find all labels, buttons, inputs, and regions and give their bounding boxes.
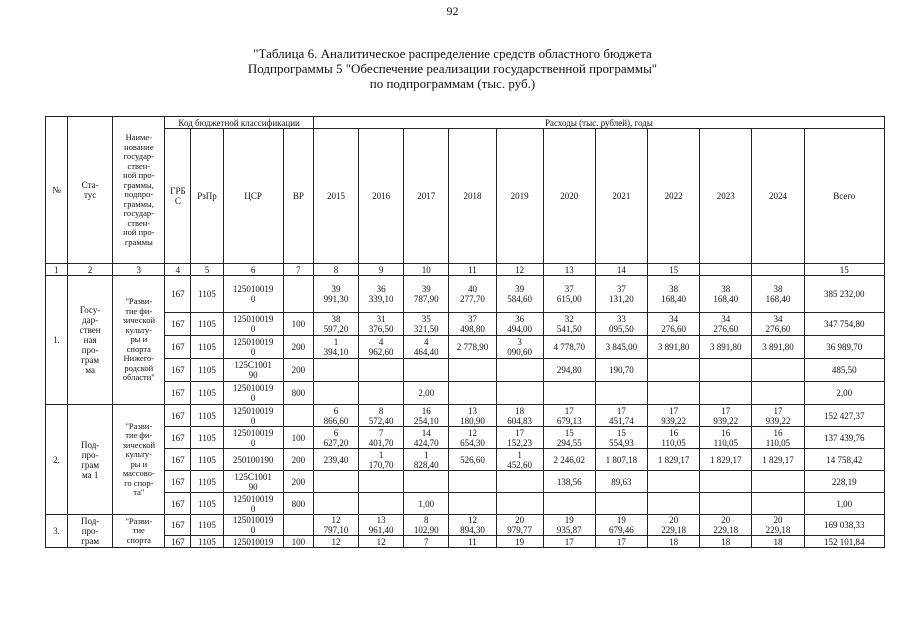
cell-year-2018: 526,60	[449, 449, 496, 471]
cell-year-2016	[359, 359, 404, 382]
cell-year-2020: 138,56	[543, 471, 595, 493]
table-row	[46, 336, 885, 359]
cell-year-2015: 1 394,10	[313, 336, 358, 359]
cell-rzpr: 1105	[191, 515, 223, 536]
header-grbs: ГРБ С	[165, 129, 191, 264]
cell-year-2022	[648, 382, 700, 405]
cell-year-2016	[359, 382, 404, 405]
cell-year-2017	[404, 359, 449, 382]
cell-year-2021	[595, 382, 647, 405]
header-name: Наиме- нование государ- ствен- ной про- граммы, подпро- граммы, государ- ствен- ной про- граммы	[113, 117, 165, 264]
cell-year-2015: 239,40	[313, 449, 358, 471]
header-row-groups	[46, 117, 885, 129]
column-number-row	[46, 264, 885, 276]
cell-year-2017: 7	[404, 536, 449, 548]
page-number: 92	[446, 4, 459, 18]
cell-year-2022	[648, 471, 700, 493]
cell-year-2019	[496, 382, 543, 405]
cell-grbs: 167	[165, 382, 191, 405]
cell-year-2020: 17 679,13	[543, 405, 595, 427]
cell-year-2016: 12	[359, 536, 404, 548]
cell-year-2015: 12 797,10	[313, 515, 358, 536]
cell-year-2024: 17 939,22	[752, 405, 804, 427]
header-year-2016: 2016	[359, 129, 404, 264]
cell-year-2021	[595, 493, 647, 515]
cell-csr: 125010019 0	[223, 382, 283, 405]
column-number	[700, 264, 752, 276]
table-row	[46, 313, 885, 336]
cell-year-2016: 1 170,70	[359, 449, 404, 471]
cell-rzpr: 1105	[191, 405, 223, 427]
cell-year-2018	[449, 471, 496, 493]
header-year-2023: 2023	[700, 129, 752, 264]
cell-year-2022: 17 939,22	[648, 405, 700, 427]
column-number: 9	[359, 264, 404, 276]
cell-grbs: 167	[165, 359, 191, 382]
column-number: 10	[404, 264, 449, 276]
cell-year-2021: 3 845,00	[595, 336, 647, 359]
table-row	[46, 493, 885, 515]
cell-year-2016: 31 376,50	[359, 313, 404, 336]
table-title	[0, 46, 905, 91]
cell-year-2020	[543, 493, 595, 515]
cell-year-2022: 16 110,05	[648, 427, 700, 449]
title-line-1: "Таблица 6. Аналитическое распределение средств областного бюджета	[253, 46, 652, 61]
header-year-2015: 2015	[313, 129, 358, 264]
table-row	[46, 405, 885, 427]
cell-year-2015	[313, 359, 358, 382]
header-status: Ста- тус	[68, 117, 113, 264]
header-year-2018: 2018	[449, 129, 496, 264]
cell-csr: 125С1001 90	[223, 471, 283, 493]
cell-year-2023: 18	[700, 536, 752, 548]
cell-rzpr: 1105	[191, 276, 223, 313]
cell-rzpr: 1105	[191, 313, 223, 336]
cell-year-2021: 190,70	[595, 359, 647, 382]
cell-year-2021: 17	[595, 536, 647, 548]
table-row	[46, 515, 885, 536]
cell-grbs: 167	[165, 276, 191, 313]
cell-year-2022	[648, 493, 700, 515]
cell-year-2021: 15 554,93	[595, 427, 647, 449]
cell-year-2015: 6 866,60	[313, 405, 358, 427]
title-line-2: Подпрограммы 5 "Обеспечение реализации государственной программы"	[247, 61, 658, 76]
cell-grbs: 167	[165, 536, 191, 548]
row-status: Под- про- грам	[68, 515, 113, 548]
cell-csr: 125С1001 90	[223, 359, 283, 382]
cell-vr: 100	[283, 313, 313, 336]
cell-year-2023: 16 110,05	[700, 427, 752, 449]
row-program-name: "Разви- тие спорта	[113, 515, 165, 548]
cell-year-2023: 20 229,18	[700, 515, 752, 536]
cell-year-2023: 17 939,22	[700, 405, 752, 427]
cell-grbs: 167	[165, 313, 191, 336]
cell-year-2024	[752, 493, 804, 515]
cell-year-2021: 37 131,20	[595, 276, 647, 313]
cell-vr: 200	[283, 336, 313, 359]
cell-year-2017: 8 102,90	[404, 515, 449, 536]
cell-vr: 200	[283, 359, 313, 382]
cell-year-2024: 38 168,40	[752, 276, 804, 313]
column-number: 7	[283, 264, 313, 276]
cell-year-2017: 2,00	[404, 382, 449, 405]
cell-year-2020: 2 246,02	[543, 449, 595, 471]
cell-vr: 100	[283, 427, 313, 449]
cell-year-2020	[543, 382, 595, 405]
header-total: Всего	[804, 129, 884, 264]
row-program-name: "Разви- тие фи- зической культу- ры и массово- го спор- та"	[113, 405, 165, 515]
column-number: 6	[223, 264, 283, 276]
cell-total: 2,00	[804, 382, 884, 405]
cell-year-2022: 38 168,40	[648, 276, 700, 313]
cell-year-2016: 8 572,40	[359, 405, 404, 427]
cell-year-2018: 40 277,70	[449, 276, 496, 313]
cell-csr: 125010019 0	[223, 427, 283, 449]
cell-year-2016	[359, 493, 404, 515]
cell-vr	[283, 515, 313, 536]
cell-total: 485,50	[804, 359, 884, 382]
cell-year-2022: 3 891,80	[648, 336, 700, 359]
cell-rzpr: 1105	[191, 359, 223, 382]
cell-year-2024: 16 110,05	[752, 427, 804, 449]
cell-year-2023	[700, 359, 752, 382]
cell-year-2020: 17	[543, 536, 595, 548]
cell-csr: 125010019 0	[223, 493, 283, 515]
cell-vr	[283, 405, 313, 427]
header-year-2020: 2020	[543, 129, 595, 264]
cell-year-2024: 34 276,60	[752, 313, 804, 336]
cell-year-2024: 3 891,80	[752, 336, 804, 359]
cell-year-2023: 1 829,17	[700, 449, 752, 471]
table-row	[46, 471, 885, 493]
cell-year-2020: 37 615,00	[543, 276, 595, 313]
cell-year-2017: 16 254,10	[404, 405, 449, 427]
cell-year-2015	[313, 382, 358, 405]
cell-total: 347 754,80	[804, 313, 884, 336]
cell-vr: 800	[283, 382, 313, 405]
cell-year-2019	[496, 471, 543, 493]
column-number: 4	[165, 264, 191, 276]
cell-year-2020: 19 935,87	[543, 515, 595, 536]
cell-total: 152 101,84	[804, 536, 884, 548]
cell-vr	[283, 276, 313, 313]
cell-rzpr: 1105	[191, 536, 223, 548]
title-line-3: по подпрограммам (тыс. руб.)	[369, 76, 536, 91]
row-number: 2.	[46, 405, 68, 515]
header-year-2017: 2017	[404, 129, 449, 264]
cell-vr: 800	[283, 493, 313, 515]
cell-year-2017: 39 787,90	[404, 276, 449, 313]
cell-year-2024: 20 229,18	[752, 515, 804, 536]
cell-year-2022: 1 829,17	[648, 449, 700, 471]
cell-year-2015: 12	[313, 536, 358, 548]
cell-csr: 125010019 0	[223, 515, 283, 536]
cell-year-2019	[496, 359, 543, 382]
cell-year-2021: 19 679,46	[595, 515, 647, 536]
header-num: №	[46, 117, 68, 264]
cell-year-2018: 12 654,30	[449, 427, 496, 449]
cell-total: 152 427,37	[804, 405, 884, 427]
table-body	[46, 117, 885, 548]
header-year-2022: 2022	[648, 129, 700, 264]
cell-grbs: 167	[165, 493, 191, 515]
column-number: 2	[68, 264, 113, 276]
cell-vr: 200	[283, 471, 313, 493]
cell-year-2017: 14 424,70	[404, 427, 449, 449]
cell-year-2022: 18	[648, 536, 700, 548]
table-row	[46, 449, 885, 471]
cell-year-2018	[449, 382, 496, 405]
cell-year-2017	[404, 471, 449, 493]
cell-year-2021: 33 095,50	[595, 313, 647, 336]
cell-year-2019	[496, 493, 543, 515]
cell-year-2019: 18 604,83	[496, 405, 543, 427]
cell-year-2024: 18	[752, 536, 804, 548]
cell-csr: 125010019 0	[223, 405, 283, 427]
cell-year-2021: 89,63	[595, 471, 647, 493]
header-row-columns	[46, 129, 885, 264]
cell-year-2022: 20 229,18	[648, 515, 700, 536]
row-status: Под- про- грам ма 1	[68, 405, 113, 515]
cell-rzpr: 1105	[191, 471, 223, 493]
cell-year-2016	[359, 471, 404, 493]
column-number: 8	[313, 264, 358, 276]
cell-total: 14 758,42	[804, 449, 884, 471]
cell-year-2020: 32 541,50	[543, 313, 595, 336]
cell-grbs: 167	[165, 471, 191, 493]
header-vr: ВР	[283, 129, 313, 264]
header-year-2024: 2024	[752, 129, 804, 264]
cell-year-2023: 38 168,40	[700, 276, 752, 313]
cell-rzpr: 1105	[191, 336, 223, 359]
row-status: Госу- дар- ствен ная про- грам ма	[68, 276, 113, 405]
cell-year-2024: 1 829,17	[752, 449, 804, 471]
cell-year-2017: 1,00	[404, 493, 449, 515]
cell-year-2016: 7 401,70	[359, 427, 404, 449]
cell-csr: 125010019 0	[223, 336, 283, 359]
cell-rzpr: 1105	[191, 449, 223, 471]
cell-year-2020: 294,80	[543, 359, 595, 382]
cell-year-2018: 37 498,80	[449, 313, 496, 336]
cell-year-2018: 12 894,30	[449, 515, 496, 536]
cell-year-2017: 4 464,40	[404, 336, 449, 359]
cell-year-2022: 34 276,60	[648, 313, 700, 336]
cell-total: 228,19	[804, 471, 884, 493]
row-number: 1.	[46, 276, 68, 405]
cell-rzpr: 1105	[191, 493, 223, 515]
cell-year-2019: 36 494,00	[496, 313, 543, 336]
cell-year-2015: 38 597,20	[313, 313, 358, 336]
row-number: 3.	[46, 515, 68, 548]
cell-year-2019: 39 584,60	[496, 276, 543, 313]
column-number: 11	[449, 264, 496, 276]
cell-year-2020: 15 294,55	[543, 427, 595, 449]
header-csr: ЦСР	[223, 129, 283, 264]
header-expenses-group: Расходы (тыс. рублей), годы	[313, 117, 884, 129]
table-row	[46, 536, 885, 548]
cell-year-2022	[648, 359, 700, 382]
header-rzpr: РзПр	[191, 129, 223, 264]
cell-total: 385 232,00	[804, 276, 884, 313]
cell-grbs: 167	[165, 449, 191, 471]
column-number: 12	[496, 264, 543, 276]
header-year-2021: 2021	[595, 129, 647, 264]
cell-year-2018	[449, 359, 496, 382]
column-number: 1	[46, 264, 68, 276]
cell-year-2016: 36 339,10	[359, 276, 404, 313]
cell-year-2023: 34 276,60	[700, 313, 752, 336]
cell-year-2015: 6 627,20	[313, 427, 358, 449]
cell-year-2018: 2 778,90	[449, 336, 496, 359]
table-row	[46, 359, 885, 382]
cell-year-2019: 1 452,60	[496, 449, 543, 471]
cell-rzpr: 1105	[191, 427, 223, 449]
column-number: 15	[804, 264, 884, 276]
cell-year-2021: 1 807,18	[595, 449, 647, 471]
cell-year-2023	[700, 493, 752, 515]
cell-year-2024	[752, 471, 804, 493]
cell-year-2017: 1 828,40	[404, 449, 449, 471]
cell-rzpr: 1105	[191, 382, 223, 405]
cell-year-2021: 17 451,74	[595, 405, 647, 427]
column-number: 3	[113, 264, 165, 276]
table-row	[46, 427, 885, 449]
column-number	[752, 264, 804, 276]
cell-csr: 125010019	[223, 536, 283, 548]
header-year-2019: 2019	[496, 129, 543, 264]
cell-vr: 200	[283, 449, 313, 471]
cell-year-2019: 3 090,60	[496, 336, 543, 359]
cell-csr: 125010019 0	[223, 276, 283, 313]
cell-grbs: 167	[165, 427, 191, 449]
table-row	[46, 382, 885, 405]
cell-year-2023	[700, 382, 752, 405]
cell-grbs: 167	[165, 405, 191, 427]
cell-total: 169 038,33	[804, 515, 884, 536]
cell-csr: 250100190	[223, 449, 283, 471]
cell-grbs: 167	[165, 515, 191, 536]
cell-year-2023: 3 891,80	[700, 336, 752, 359]
cell-year-2017: 35 321,50	[404, 313, 449, 336]
cell-total: 137 439,76	[804, 427, 884, 449]
cell-year-2015: 39 991,30	[313, 276, 358, 313]
budget-table	[45, 116, 885, 548]
table-row	[46, 276, 885, 313]
cell-year-2023	[700, 471, 752, 493]
cell-year-2015	[313, 493, 358, 515]
column-number: 5	[191, 264, 223, 276]
cell-year-2016: 4 962,60	[359, 336, 404, 359]
column-number: 15	[648, 264, 700, 276]
cell-year-2019: 20 979,77	[496, 515, 543, 536]
cell-year-2024	[752, 359, 804, 382]
cell-total: 36 989,70	[804, 336, 884, 359]
cell-year-2018	[449, 493, 496, 515]
cell-year-2024	[752, 382, 804, 405]
cell-total: 1,00	[804, 493, 884, 515]
cell-year-2015	[313, 471, 358, 493]
cell-vr: 100	[283, 536, 313, 548]
cell-grbs: 167	[165, 336, 191, 359]
cell-year-2020: 4 778,70	[543, 336, 595, 359]
cell-year-2019: 17 152,23	[496, 427, 543, 449]
cell-year-2018: 13 180,90	[449, 405, 496, 427]
cell-year-2018: 11	[449, 536, 496, 548]
cell-year-2016: 13 961,40	[359, 515, 404, 536]
header-code-group: Код бюджетной классификации	[165, 117, 314, 129]
column-number: 13	[543, 264, 595, 276]
column-number: 14	[595, 264, 647, 276]
cell-year-2019: 19	[496, 536, 543, 548]
cell-csr: 125010019 0	[223, 313, 283, 336]
row-program-name: "Разви- тие фи- зической культу- ры и спорта Нижего- родской области"	[113, 276, 165, 405]
